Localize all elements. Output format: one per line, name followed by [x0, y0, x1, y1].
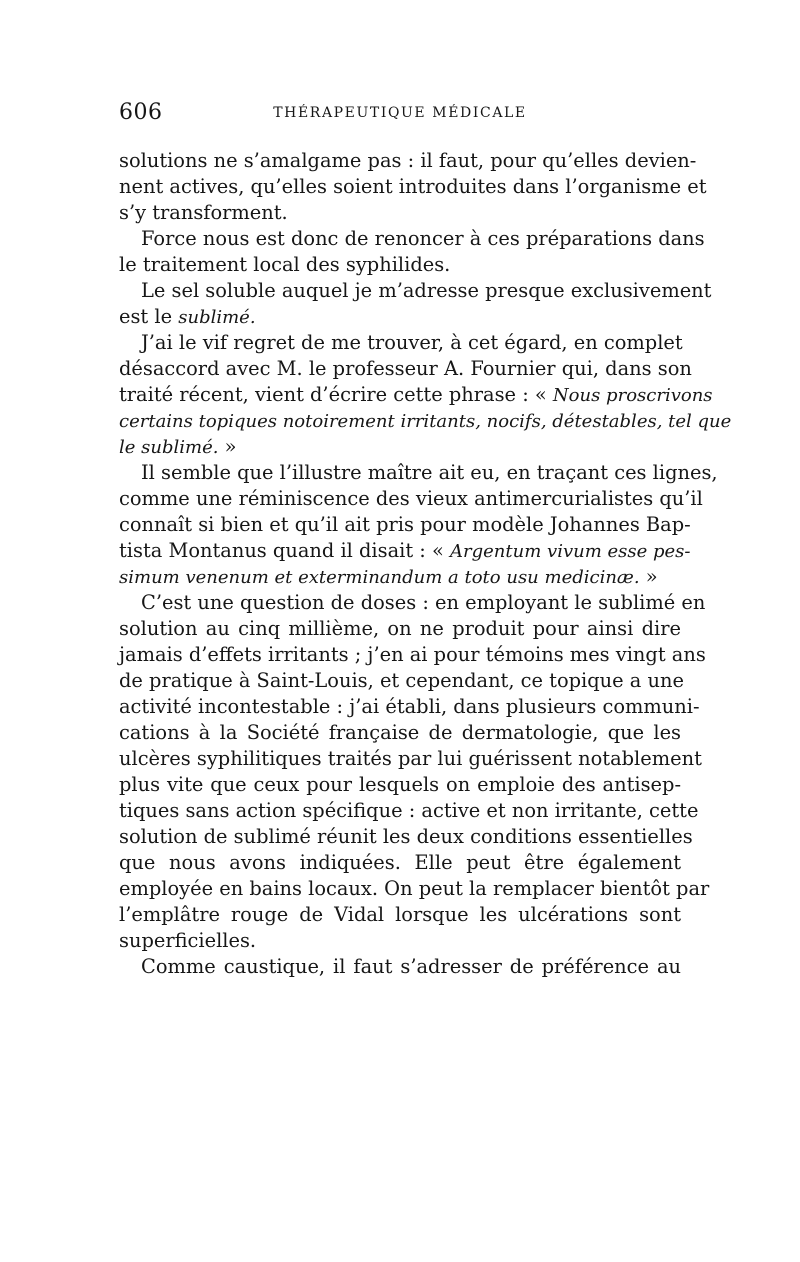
text-line: nent actives, qu’elles soient introduites dans l’organisme et: [119, 175, 707, 198]
text-line: de pratique à Saint-Louis, et cependant, ce topique a une: [119, 669, 684, 692]
paragraph-start-line: J’ai le vif regret de me trouver, à cet égard, en complet: [141, 331, 683, 354]
paragraph-start-line: Comme caustique, il faut s’adresser de préférence au: [141, 955, 681, 978]
page-header: [119, 100, 681, 140]
text-line: est le sublimé.: [119, 305, 256, 328]
text-line: s’y transforment.: [119, 201, 288, 224]
text-line: plus vite que ceux pour lesquels on emploie des antisep-: [119, 773, 681, 796]
paragraph-start-line: Il semble que l’illustre maître ait eu, en traçant ces lignes,: [141, 461, 718, 484]
text-line: activité incontestable : j’ai établi, dans plusieurs communi-: [119, 695, 700, 718]
body-text: [119, 148, 732, 980]
text-line: cations à la Société française de dermatologie, que les: [119, 721, 681, 744]
text-line: solutions ne s’amalgame pas : il faut, pour qu’elles devien-: [119, 149, 697, 172]
text-line: désaccord avec M. le professeur A. Fournier qui, dans son: [119, 357, 692, 380]
paragraph-start-line: Le sel soluble auquel je m’adresse presque exclusivement: [141, 279, 712, 302]
page-number: 606: [119, 100, 163, 125]
text-line: employée en bains locaux. On peut la remplacer bientôt par: [119, 877, 710, 900]
paragraph-start-line: C’est une question de doses : en employant le sublimé en: [141, 591, 706, 614]
text-line: comme une réminiscence des vieux antimercurialistes qu’il: [119, 487, 703, 510]
text-line: simum venenum et exterminandum a toto usu medicinæ. »: [119, 565, 658, 588]
text-line: tiques sans action spécifique : active et non irritante, cette: [119, 799, 699, 822]
text-line: solution au cinq millième, on ne produit pour ainsi dire: [119, 617, 681, 640]
text-line: certains topiques notoirement irritants, nocifs, détestables, tel que: [119, 411, 732, 432]
text-line: le traitement local des syphilides.: [119, 253, 451, 276]
text-line: l’emplâtre rouge de Vidal lorsque les ulcérations sont: [119, 903, 681, 926]
text-line: traité récent, vient d’écrire cette phrase : « Nous proscrivons: [119, 383, 713, 406]
text-line: superficielles.: [119, 929, 257, 952]
running-title: THÉRAPEUTIQUE MÉDICALE: [273, 105, 527, 121]
text-line: connaît si bien et qu’il ait pris pour modèle Johannes Bap-: [119, 513, 691, 536]
paragraph-start-line: Force nous est donc de renoncer à ces préparations dans: [141, 227, 705, 250]
text-line: le sublimé. »: [119, 435, 237, 458]
text-line: jamais d’effets irritants ; j’en ai pour témoins mes vingt ans: [119, 643, 706, 666]
text-line: tista Montanus quand il disait : « Argentum vivum esse pes-: [119, 539, 691, 562]
text-line: que nous avons indiquées. Elle peut être également: [119, 851, 681, 874]
text-line: solution de sublimé réunit les deux conditions essentielles: [119, 825, 693, 848]
text-line: ulcères syphilitiques traités par lui guérissent notablement: [119, 747, 702, 770]
